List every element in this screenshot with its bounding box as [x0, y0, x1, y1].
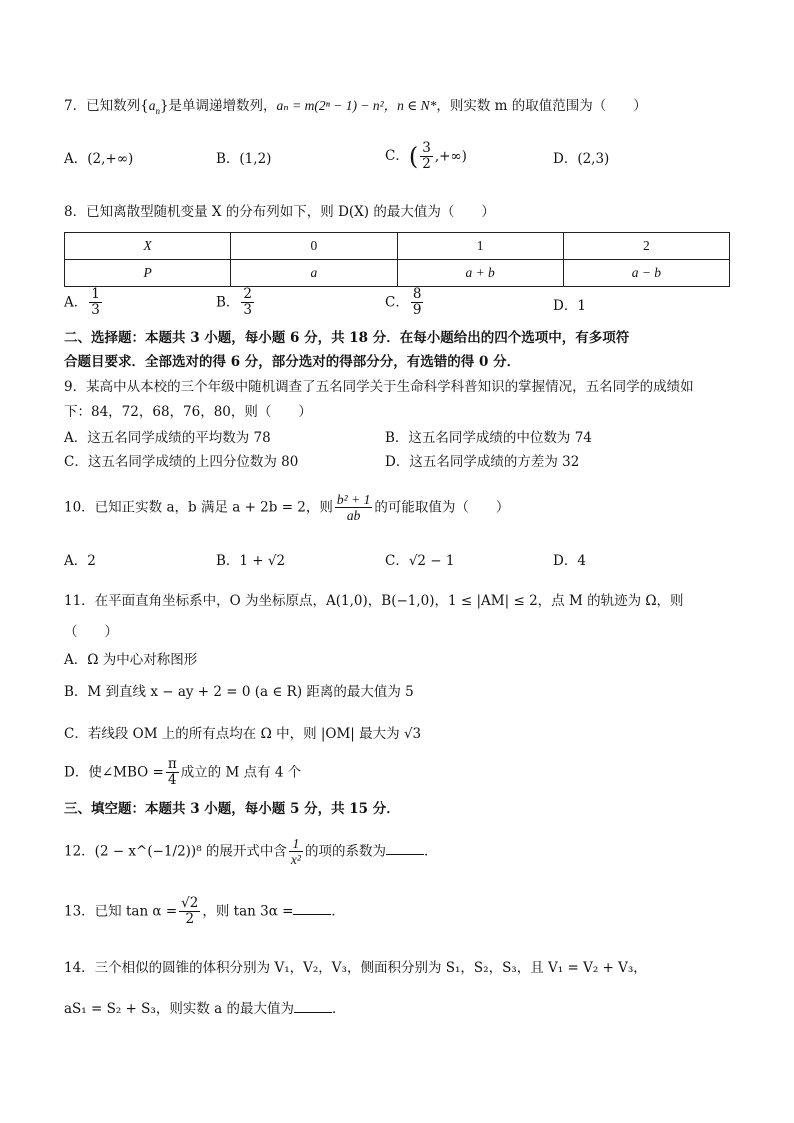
q12-stem-a: 12．(2 − x^(−1/2))⁸ 的展开式中含	[64, 843, 287, 860]
table-cell: 2	[563, 233, 729, 260]
q13-stem-b: ，则 tan 3α =	[202, 903, 294, 920]
q11-option-c: C．若线段 OM 上的所有点均在 Ω 中，则 |OM| 最大为 √3	[64, 726, 422, 742]
q8-option-b-label: B．	[216, 294, 240, 311]
q7-option-c	[385, 141, 467, 172]
frac-num: 1	[289, 836, 303, 852]
section2-heading-line2: 合题目要求．全部选对的得 6 分，部分选对的得部分分，有选错的得 0 分．	[64, 354, 521, 370]
q11-option-d-a: D．使∠MBO =	[64, 764, 164, 781]
q12-answer-blank[interactable]	[386, 840, 424, 855]
q7-formula: aₙ = m(2ⁿ − 1) − n²，n ∈ N*	[276, 98, 437, 113]
q7-option-c-paren: (	[408, 142, 419, 171]
table-row	[65, 233, 730, 260]
frac-den: 9	[412, 302, 422, 318]
q7-stem-a: 7．已知数列{	[64, 98, 149, 114]
q14-stem-line1: 14．三个相似的圆锥的体积分别为 V₁，V₂，V₃，侧面积分别为 S₁，S₂，S₃，且 V₁ = V₂ + V₃，	[64, 960, 647, 976]
q10-option-b: B．1 + √2	[216, 553, 286, 569]
q13-stem	[64, 896, 345, 927]
table-cell: a	[231, 260, 397, 287]
q10-stem-a: 10．已知正实数 a，b 满足 a + 2b = 2，则	[64, 499, 333, 516]
q9-option-d: D．这五名同学成绩的方差为 32	[385, 454, 580, 470]
q7-option-c-post: ,+∞)	[434, 148, 467, 165]
q13-answer-blank[interactable]	[293, 900, 331, 915]
table-cell: X	[65, 233, 231, 260]
q12-fraction	[289, 836, 303, 867]
table-cell: 0	[231, 233, 397, 260]
q7-option-c-den: 2	[422, 156, 431, 172]
q7-option-c-num: 3	[422, 140, 431, 156]
frac-den: 3	[91, 302, 100, 318]
q8-option-b	[216, 287, 256, 318]
q14-end: ．	[331, 1001, 346, 1017]
q14-answer-blank[interactable]	[294, 998, 332, 1013]
q14-stem-line2a: aS₁ = S₂ + S₃，则实数 a 的最大值为	[64, 1001, 294, 1017]
frac-num: 1	[91, 286, 100, 302]
q13-fraction	[179, 896, 200, 927]
q14-stem-line2	[64, 998, 345, 1019]
frac-num: 2	[243, 286, 253, 302]
q13-end: ．	[331, 903, 345, 920]
q11-stem-line2: （ ）	[64, 624, 118, 640]
q10-fraction	[335, 492, 372, 523]
q10-option-d: D．4	[553, 553, 586, 569]
section2-heading-line1: 二、选择题：本题共 3 小题，每小题 6 分，共 18 分．在每小题给出的四个选项中，有多项符	[64, 330, 630, 346]
table-cell: 1	[397, 233, 563, 260]
q7-stem-c: ，则实数 m 的取值范围为（ ）	[436, 98, 647, 114]
q8-option-b-fraction	[241, 287, 254, 318]
frac-den: x²	[290, 852, 301, 867]
table-row	[65, 260, 730, 287]
q11-option-d	[64, 757, 301, 788]
q9-stem-line1: 9．某高中从本校的三个年级中随机调查了五名同学关于生命科学科普知识的掌握情况，五名同学的成绩如	[64, 379, 694, 395]
q11-option-a: A．Ω 为中心对称图形	[64, 652, 198, 668]
q7-seq-sub: n	[155, 105, 160, 116]
q8-option-d: D．1	[553, 298, 586, 314]
q7-option-c-fraction	[420, 141, 433, 172]
q9-stem-line2: 下：84，72，68，76，80，则（ ）	[64, 404, 312, 420]
q8-option-c-fraction	[411, 287, 424, 318]
q12-stem	[64, 836, 437, 867]
frac-den: 3	[243, 302, 253, 318]
q7-option-b: B．(1,2)	[216, 151, 272, 167]
q8-option-c	[385, 287, 425, 318]
q10-option-c: C．√2 − 1	[385, 553, 455, 569]
frac-num: 8	[412, 286, 422, 302]
q7-option-c-label: C．	[385, 148, 409, 164]
q8-distribution-table	[64, 232, 730, 287]
q9-option-b: B．这五名同学成绩的中位数为 74	[385, 430, 592, 446]
table-cell: a − b	[563, 260, 729, 287]
q11-option-d-b: 成立的 M 点有 4 个	[180, 764, 302, 781]
q8-stem: 8．已知离散型随机变量 X 的分布列如下，则 D(X) 的最大值为（ ）	[64, 204, 495, 220]
frac-den: ab	[346, 508, 361, 523]
q7-seq: a	[148, 98, 156, 113]
q7-stem-b: }是单调递增数列，	[159, 98, 277, 114]
q7-option-a: A．(2,+∞)	[64, 151, 134, 167]
q11-option-b: B．M 到直线 x − ay + 2 = 0 (a ∈ R) 距离的最大值为 5	[64, 684, 414, 700]
q7-option-d: D．(2,3)	[553, 151, 610, 167]
frac-num: π	[167, 756, 177, 772]
q10-stem-b: 的可能取值为（ ）	[374, 499, 510, 516]
section3-heading: 三、填空题：本题共 3 小题，每小题 5 分，共 15 分．	[64, 801, 400, 817]
table-cell: a + b	[397, 260, 563, 287]
q8-option-a	[64, 287, 104, 318]
frac-den: 4	[167, 772, 177, 788]
q11-option-d-fraction	[166, 757, 179, 788]
frac-num: b² + 1	[336, 492, 371, 507]
q12-stem-b: 的项的系数为	[304, 843, 386, 860]
q11-stem-line1: 11．在平面直角坐标系中，O 为坐标原点，A(1,0)，B(−1,0)，1 ≤ |AM| ≤ 2，点 M 的轨迹为 Ω，则	[64, 593, 684, 609]
q8-option-a-fraction	[89, 287, 102, 318]
q9-option-a: A．这五名同学成绩的平均数为 78	[64, 430, 271, 446]
q7-stem	[64, 96, 647, 122]
table-cell: P	[65, 260, 231, 287]
q9-option-c: C．这五名同学成绩的上四分位数为 80	[64, 454, 299, 470]
q13-stem-a: 13．已知 tan α =	[64, 903, 178, 920]
frac-num: √2	[181, 895, 199, 911]
q12-end: ．	[423, 843, 438, 860]
frac-den: 2	[185, 911, 195, 927]
q10-option-a: A．2	[64, 553, 96, 569]
q10-stem	[64, 492, 509, 523]
q8-option-c-label: C．	[385, 294, 409, 311]
q8-option-a-label: A．	[64, 294, 88, 311]
